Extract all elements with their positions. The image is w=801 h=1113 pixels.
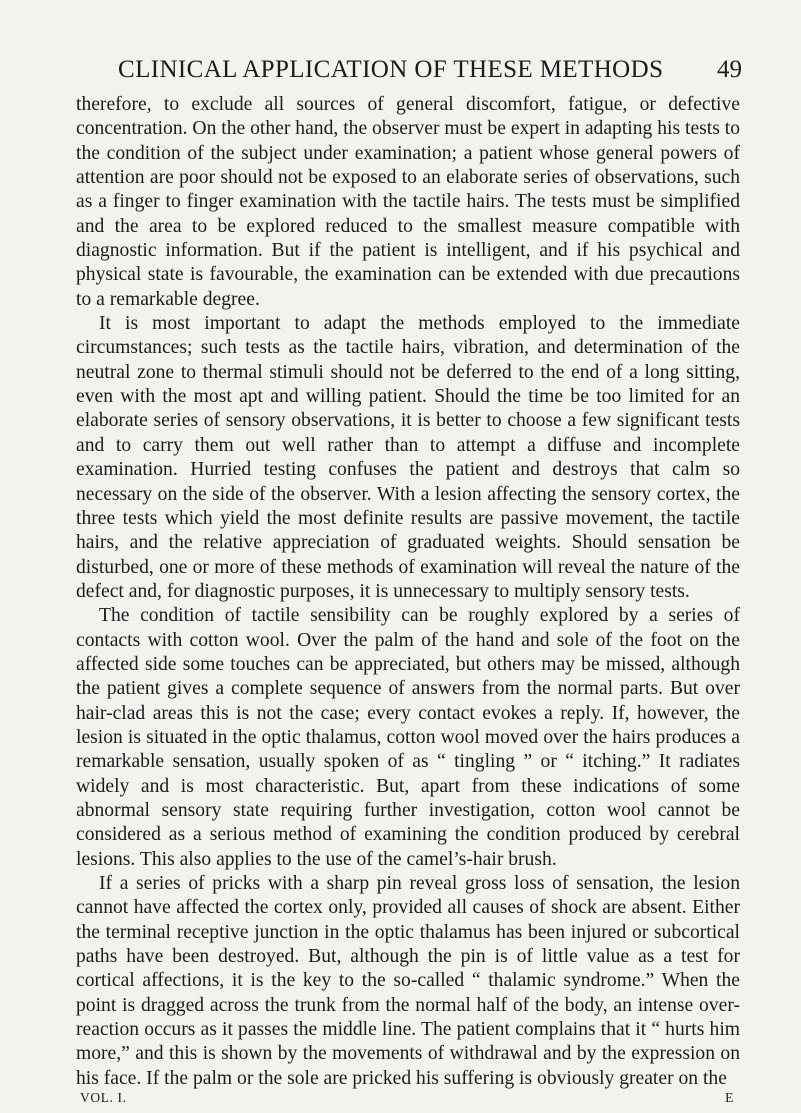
page-footer <box>76 1090 740 1106</box>
paragraph-tactile-sensibility: The condition of tactile sensibility can be roughly explored by a series of contacts with cotton wool. Over the palm of the hand and sole of the foot on the affected side some touches can be appreciated, but others may be missed, although the patient gives a complete sequence of answers from the normal parts. But over hair-clad areas this is not the case; every contact evokes a reply. If, however, the lesion is situated in the optic thalamus, cotton wool moved over the hairs produces a remarkable sensation, usually spoken of as “ tingling ” or “ itching.” It radiates widely and is most characteristic. But, apart from these indications of some abnormal sensory state requiring further investigation, cotton wool cannot be considered as a serious method of examining the condition produced by cerebral lesions. This also applies to the use of the camel’s-hair brush. <box>76 605 740 870</box>
running-head-title: CLINICAL APPLICATION OF THESE METHODS <box>118 56 664 83</box>
page-number: 49 <box>717 56 742 83</box>
running-head <box>76 56 740 90</box>
paragraph-continued: therefore, to exclude all sources of general discomfort, fatigue, or defective concentration. On the other hand, the observer must be expert in adapting his tests to the condition of the subject under examination; a patient whose general powers of attention are poor should not be exposed to an elaborate series of observations, such as a finger to finger examination with the tactile hairs. The tests must be simplified and the area to be explored reduced to the smallest measure compatible with diagnostic information. But if the patient is intelligent, and if his psychical and physical state is favourable, the examination can be extended with due precautions to a remarkable degree. <box>76 94 740 310</box>
body-text <box>76 93 740 1091</box>
signature-mark: E <box>725 1090 734 1106</box>
paragraph-pin-pricks: If a series of pricks with a sharp pin reveal gross loss of sensation, the lesion cannot have affected the cortex only, provided all causes of shock are absent. Either the terminal receptive junction in the optic thalamus has been injured or subcortical paths have been destroyed. But, although the pin is of little value as a test for cortical affections, it is the key to the so-called “ thalamic syndrome.” When the point is dragged across the trunk from the normal half of the body, an intense over-reaction occurs as it passes the middle line. The patient complains that it “ hurts him more,” and this is shown by the movements of withdrawal and by the expression on his face. If the palm or the sole are pricked his suffering is obviously greater on the <box>76 873 740 1089</box>
volume-marker: VOL. I. <box>80 1090 127 1106</box>
paragraph-adapt-methods: It is most important to adapt the methods employed to the immediate circumstances; such tests as the tactile hairs, vibration, and determination of the neutral zone to thermal stimuli should not be deferred to the end of a long sitting, even with the most apt and willing patient. Should the time be too limited for an elaborate series of sensory observations, it is better to choose a few significant tests and to carry them out well rather than to attempt a diffuse and incomplete examination. Hurried testing confuses the patient and destroys that calm so necessary on the side of the observer. With a lesion affecting the sensory cortex, the three tests which yield the most definite results are passive movement, the tactile hairs, and the relative appreciation of graduated weights. Should sensation be disturbed, one or more of these methods of examination will reveal the nature of the defect and, for diagnostic purposes, it is unnecessary to multiply sensory tests. <box>76 313 740 602</box>
book-page <box>76 56 740 1106</box>
